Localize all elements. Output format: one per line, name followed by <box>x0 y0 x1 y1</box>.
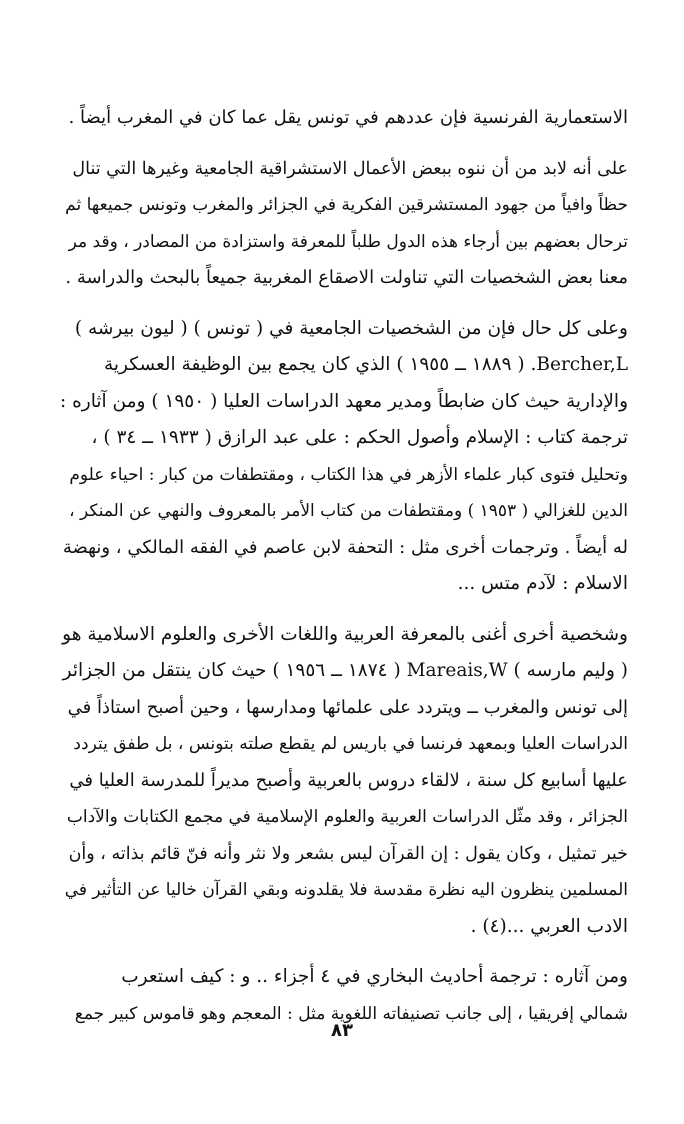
text-line: ومن آثاره : ترجمة أحاديث البخاري في ٤ أجزاء .. و : كيف استعرب <box>121 966 628 987</box>
text-line: ( وليم مارسه ) Mareais,W ( ١٨٧٤ ــ ١٩٥٦ ) حيث كان ينتقل من الجزائر <box>62 660 628 681</box>
paragraph-1 <box>60 100 628 137</box>
page-number: ٨٣ <box>331 1020 353 1041</box>
text-line: الادب العربي ...(٤) . <box>470 915 628 937</box>
text-line: حظاً وافياً من جهود المستشرقين الفكرية في الجزائر والمغرب وتونس جميعها ثم <box>65 195 628 215</box>
text-line: وعلى كل حال فإن من الشخصيات الجامعية في ( تونس ) ( ليون بيرشه ) <box>74 317 628 339</box>
text-line: Bercher,L. ( ١٨٨٩ ــ ١٩٥٥ ) الذي كان يجمع بين الوظيفة العسكرية <box>103 354 628 375</box>
text-line: شمالي إفريقيا ، إلى جانب تصنيفاته اللغوية مثل : المعجم وهو قاموس كبير جمع <box>74 1003 628 1024</box>
text-line: إلى تونس والمغرب ــ ويتردد على علمائها ومدارسها ، وحين أصبح استاذاً في <box>67 696 628 718</box>
text-line: معنا بعض الشخصيات التي تناولت الاصقاع المغربية جميعاً بالبحث والدراسة . <box>65 267 628 288</box>
text-line: والإدارية حيث كان ضابطاً ومدير معهد الدراسات العليا ( ١٩٥٠ ) ومن آثاره : <box>60 390 628 412</box>
text-line: عليها أسابيع كل سنة ، لالقاء دروس بالعربية وأصبح مديراً للمدرسة العليا في <box>69 769 628 791</box>
text-line: الدين للغزالي ( ١٩٥٣ ) ومقتطفات من كتاب الأمر بالمعروف والنهي عن المنكر ، <box>69 501 628 521</box>
paragraph-4 <box>60 617 628 946</box>
paragraph-2 <box>60 151 628 297</box>
text-line: ترحال بعضهم بين أرجاء هذه الدول طلباً للمعرفة واستزادة من المصادر ، وقد مر <box>68 231 628 252</box>
text-line: على أنه لابد من أن ننوه ببعض الأعمال الاستشراقية الجامعية وغيرها التي تنال <box>72 158 628 179</box>
text-line: الاستعمارية الفرنسية فإن عددهم في تونس يقل عما كان في المغرب أيضاً . <box>68 107 628 128</box>
text-line: وشخصية أخرى أغنى بالمعرفة العربية واللغات الأخرى والعلوم الاسلامية هو <box>62 623 628 645</box>
text-line: الاسلام : لآدم متس ... <box>457 573 628 594</box>
text-line: المسلمين ينظرون اليه نظرة مقدسة فلا يقلدونه وبقي القرآن خاليا عن التأثير في <box>64 880 628 900</box>
text-line: ترجمة كتاب : الإسلام وأصول الحكم : على عبد الرازق ( ١٩٣٣ ــ ٣٤ ) ، <box>91 427 628 448</box>
text-line: له أيضاً . وترجمات أخرى مثل : التحفة لابن عاصم في الفقه المالكي ، ونهضة <box>62 536 628 558</box>
text-line: الدراسات العليا وبمعهد فرنسا في باريس لم يقطع صلته بتونس ، بل طفق يتردد <box>73 734 628 754</box>
text-line: خير تمثيل ، وكان يقول : إن القرآن ليس بشعر ولا نثر وأنه فنّ قائم بذاته ، وأن <box>68 843 628 864</box>
paragraph-3 <box>60 311 628 603</box>
page-body <box>60 100 628 1046</box>
text-line: وتحليل فتوى كبار علماء الأزهر في هذا الكتاب ، ومقتطفات من كبار : احياء علوم <box>69 464 628 485</box>
text-line: الجزائر ، وقد مثّل الدراسات العربية والعلوم الإسلامية في مجمع الكتابات والآداب <box>66 807 628 827</box>
